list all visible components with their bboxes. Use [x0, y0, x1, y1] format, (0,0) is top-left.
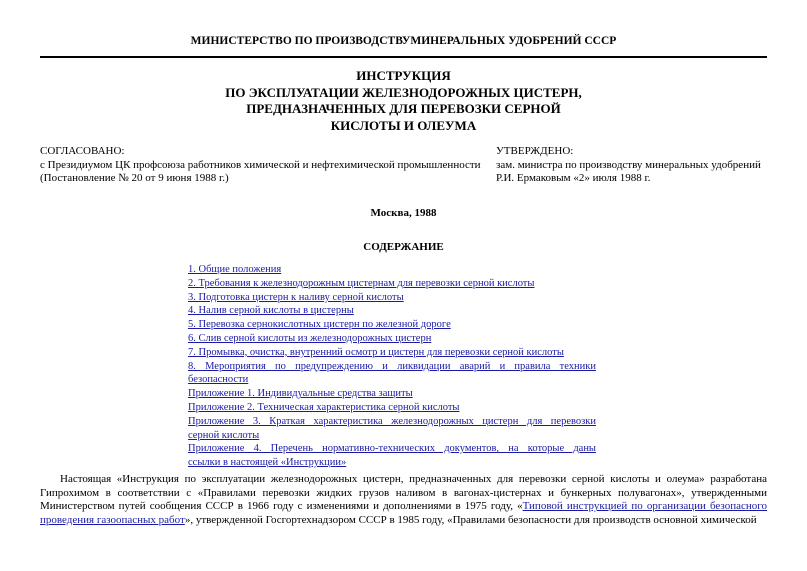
approved-line-1: зам. министра по производству минеральных удобрений: [496, 158, 761, 171]
header-divider: [40, 56, 767, 58]
toc-link-4[interactable]: 4. Налив серной кислоты в цистерны: [188, 305, 354, 317]
agreed-heading: СОГЛАСОВАНО:: [40, 145, 125, 157]
toc-item: [188, 318, 596, 332]
title-line-3: ПРЕДНАЗНАЧЕННЫХ ДЛЯ ПЕРЕВОЗКИ СЕРНОЙ: [246, 101, 561, 116]
agreed-line-1: с Президиумом ЦК профсоюза работников химической и нефтехимической промышленности: [40, 158, 481, 171]
title-line-1: ИНСТРУКЦИЯ: [356, 68, 451, 83]
agreed-line-2: (Постановление № 20 от 9 июня 1988 г.): [40, 172, 229, 184]
toc-link-8[interactable]: 8. Мероприятия по предупреждению и ликвидации аварий и правила техники: [188, 360, 596, 372]
toc-link-appendix-3[interactable]: Приложение 3. Краткая характеристика железнодорожных цистерн для перевозки: [188, 415, 596, 427]
toc-link-3[interactable]: 3. Подготовка цистерн к наливу серной кислоты: [188, 291, 404, 303]
title-line-4: КИСЛОТЫ И ОЛЕУМА: [330, 117, 477, 133]
document-title: [0, 68, 807, 134]
toc-item: [188, 360, 596, 388]
toc-item: [188, 346, 596, 360]
approved-block: [496, 145, 761, 186]
approved-heading: УТВЕРЖДЕНО:: [496, 145, 574, 157]
toc-link-appendix-2[interactable]: Приложение 2. Техническая характеристика серной кислоты: [188, 401, 460, 413]
toc-link-8-cont[interactable]: безопасности: [188, 374, 249, 386]
intro-text-1: Настоящая «Инструкция по эксплуатации железнодорожных цистерн, предназначенных для перевозки серной кислоты и олеума» разработана Гипрохимом в соответствии с «Правилами перевозки жидких грузов наливом в вагонах-цистернах и бункерных полувагонах», утвержденными Министерством путей сообщения СССР в 1966 году с изменениями и дополнениями в 1975 году, «: [40, 473, 767, 513]
toc-link-7[interactable]: 7. Промывка, очистка, внутренний осмотр и цистерн для перевозки серной кислоты: [188, 346, 564, 358]
approved-line-2: Р.И. Ермаковым «2» июля 1988 г.: [496, 172, 651, 184]
toc-item: [188, 401, 596, 415]
toc-link-appendix-4[interactable]: Приложение 4. Перечень нормативно-технических документов, на которые даны: [188, 443, 596, 455]
toc-item: [188, 291, 596, 305]
toc-link-appendix-1[interactable]: Приложение 1. Индивидуальные средства защиты: [188, 388, 413, 400]
ministry-header: МИНИСТЕРСТВО ПО ПРОИЗВОДСТВУМИНЕРАЛЬНЫХ УДОБРЕНИЙ СССР: [190, 35, 617, 47]
title-line-2: ПО ЭКСПЛУАТАЦИИ ЖЕЛЕЗНОДОРОЖНЫХ ЦИСТЕРН,: [225, 84, 582, 100]
toc-item: [188, 442, 596, 470]
intro-text-2: », утвержденной Госгортехнадзором СССР в 1985 году, «Правилами безопасности для производств основной химической: [184, 513, 757, 526]
toc-item: [188, 304, 596, 318]
intro-paragraph: [40, 473, 767, 527]
toc-item: [188, 277, 596, 291]
agreed-block: [40, 145, 481, 186]
toc-item: [188, 387, 596, 401]
toc-item: [188, 332, 596, 346]
toc-link-2[interactable]: 2. Требования к железнодорожным цистернам для перевозки серной кислоты: [188, 277, 535, 289]
toc-link-1[interactable]: 1. Общие положения: [188, 264, 282, 275]
city-year: Москва, 1988: [370, 207, 437, 219]
toc-link-appendix-4-cont[interactable]: ссылки в настоящей «Инструкции»: [188, 457, 347, 469]
intro-reference-link[interactable]: Типовой инструкцией по организации безопасного проведения газоопасных работ: [40, 500, 767, 526]
toc-item: [188, 415, 596, 443]
toc-link-5[interactable]: 5. Перевозка сернокислотных цистерн по железной дороге: [188, 319, 451, 331]
toc-item: [188, 263, 596, 277]
table-of-contents: [188, 263, 596, 470]
toc-title: СОДЕРЖАНИЕ: [363, 241, 444, 253]
toc-link-6[interactable]: 6. Слив серной кислоты из железнодорожных цистерн: [188, 332, 432, 344]
toc-link-appendix-3-cont[interactable]: серной кислоты: [188, 429, 260, 441]
